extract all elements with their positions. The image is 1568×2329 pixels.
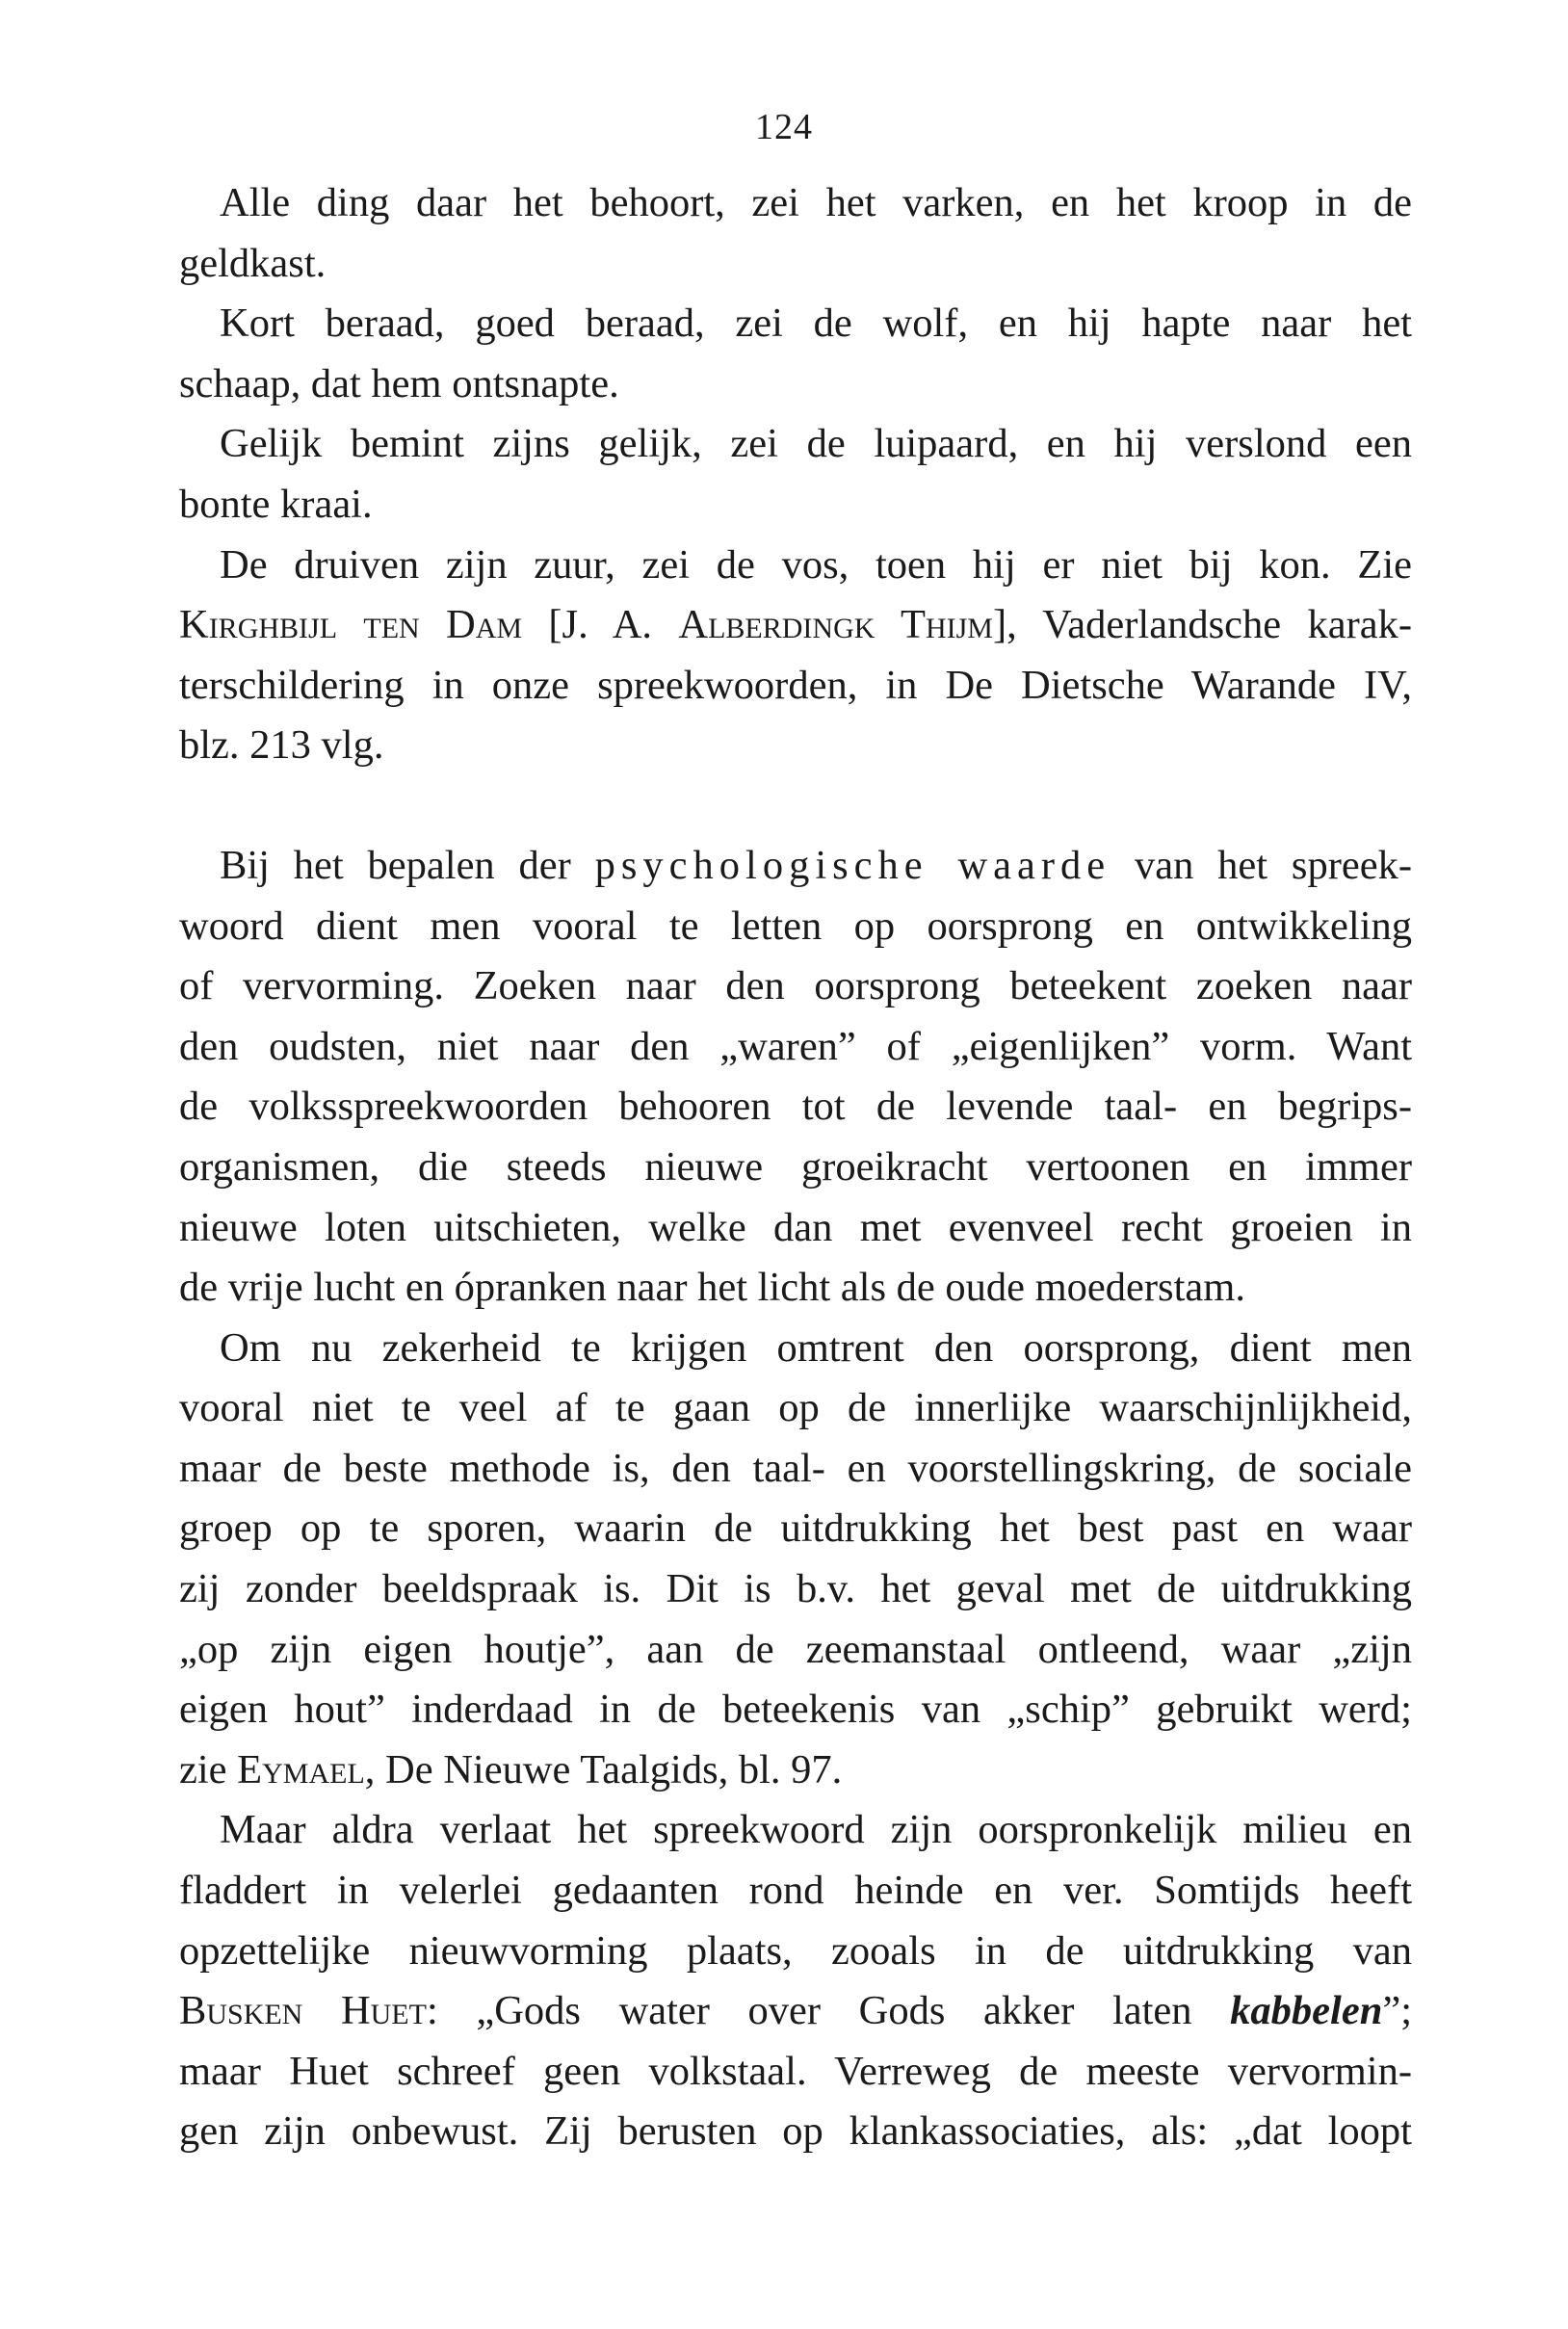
text-segment: ], Vaderlandsche karak- [992,602,1412,648]
text-line: Om nu zekerheid te krijgen omtrent den oorsprong, dient men [220,1324,1412,1371]
text-line: of vervorming. Zoeken naar den oorsprong beteekent zoeken naar [179,963,1412,1009]
text-line: geldkast. [179,240,327,286]
text-line: Kort beraad, goed beraad, zei de wolf, en hij hapte naar het [220,301,1412,347]
text-line: schaap, dat hem ontsnapte. [179,360,619,406]
author-name: Kirghbijl ten Dam [179,602,523,648]
text-line: de vrije lucht en ópranken naar het licht als de oude moederstam. [179,1265,1245,1311]
paragraph [179,536,1412,776]
text-line: den oudsten, niet naar den „waren” of „eigenlijken” vorm. Want [179,1023,1412,1069]
paragraph [179,1319,1412,1801]
text-line: groep op te sporen, waarin de uitdrukking het best past en waar [179,1505,1412,1552]
text-line [179,836,1412,897]
text-line [179,1740,1412,1801]
author-name: Eymael [237,1746,365,1793]
text-segment: Bij het bepalen der [220,842,595,888]
text-line: Gelijk bemint zijns gelijk, zei de luipaard, en hij verslond een [220,421,1412,467]
text-line: opzettelijke nieuwvorming plaats, zooals in de uitdrukking van [179,1927,1412,1974]
italic-term: kabbelen [1230,1988,1383,2034]
body-text [179,173,1412,2162]
author-name: Busken Huet [179,1988,427,2034]
text-line: woord dient men vooral te letten op oorsprong en ontwikkeling [179,903,1412,949]
text-segment: , De Nieuwe Taalgids, bl. 97. [364,1746,843,1793]
text-line: zij zonder beeldspraak is. Dit is b.v. het geval met de uitdrukking [179,1566,1412,1612]
text-line [179,595,1412,656]
text-segment: van het spreek- [1111,842,1412,888]
text-line: nieuwe loten uitschieten, welke dan met evenveel recht groeien in [179,1204,1412,1250]
text-line [179,1981,1412,2042]
text-line: fladdert in velerlei gedaanten rond heinde en ver. Somtijds heeft [179,1868,1412,1914]
text-line: Alle ding daar het behoort, zei het varken, en het kroop in de [220,180,1412,225]
paragraph [179,836,1412,1319]
paragraph [179,414,1412,535]
author-name: Alberdingk Thijm [678,602,993,648]
emphasis-term: psychologische waarde [594,842,1111,888]
text-segment: : „Gods water over Gods akker laten [426,1988,1231,2034]
text-line: De druiven zijn zuur, zei de vos, toen hij er niet bij kon. Zie [220,541,1412,588]
text-line: terschildering in onze spreekwoorden, in De Dietsche Warande IV, [179,662,1412,708]
paragraph [179,1800,1412,2162]
text-line: bonte kraai. [179,481,373,527]
text-line: de volksspreekwoorden behooren tot de levende taal- en begrips- [179,1084,1412,1130]
text-line: blz. 213 vlg. [179,722,384,769]
text-segment: [J. A. [522,602,679,648]
text-segment: zie [179,1746,238,1793]
paragraph [179,173,1412,294]
text-line: gen zijn onbewust. Zij berusten op klankassociaties, als: „dat loopt [179,2108,1412,2155]
text-line: organismen, die steeds nieuwe groeikracht vertoonen en immer [179,1143,1412,1190]
text-segment: ”; [1382,1988,1412,2034]
page-number: 124 [755,107,813,147]
text-line: vooral niet te veel af te gaan op de innerlijke waarschijnlijkheid, [179,1385,1412,1431]
text-line: „op zijn eigen houtje”, aan de zeemanstaal ontleend, waar „zijn [179,1626,1412,1672]
paragraph [179,294,1412,414]
text-line: Maar aldra verlaat het spreekwoord zijn oorspronkelijk milieu en [220,1807,1412,1853]
text-line: maar de beste methode is, den taal- en voorstellingskring, de sociale [179,1445,1412,1491]
section-gap [179,776,1412,836]
text-line: maar Huet schreef geen volkstaal. Verreweg de meeste vervormin- [179,2048,1412,2094]
text-line: eigen hout” inderdaad in de beteekenis van „schip” gebruikt werd; [179,1687,1412,1733]
